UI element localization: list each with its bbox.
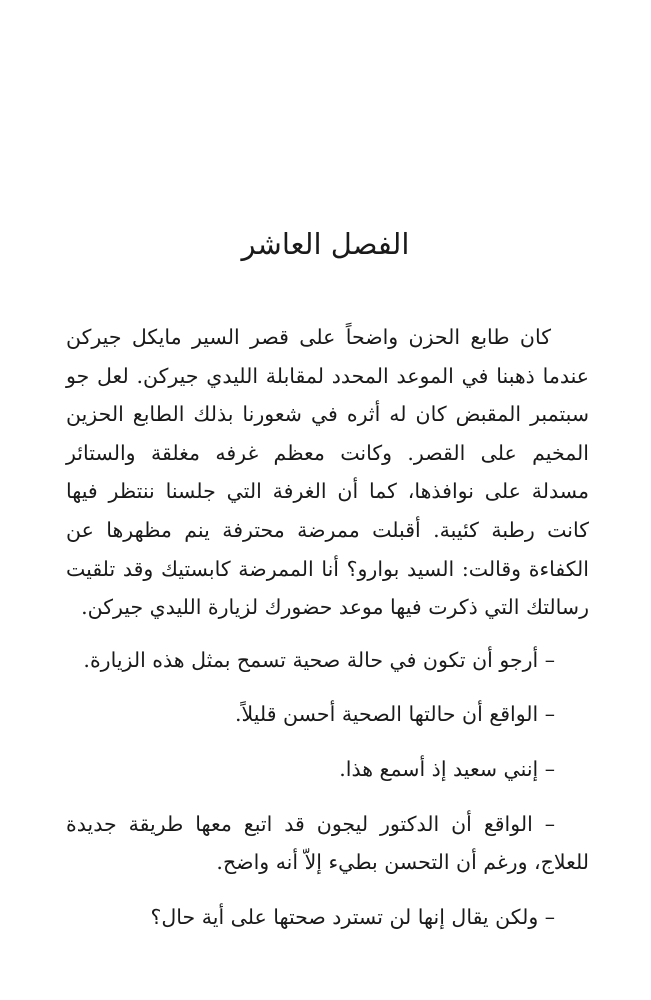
paragraph-dialogue: – الواقع أن الدكتور ليجون قد اتبع معها طريقة جديدة للعلاج، ورغم أن التحسن بطيء إلاّ أنه واضح.	[66, 811, 589, 875]
paragraph-dialogue: – إنني سعيد إذ أسمع هذا.	[339, 756, 555, 781]
paragraph-dialogue: – ولكن يقال إنها لن تسترد صحتها على أية حال؟	[150, 904, 555, 929]
chapter-title: الفصل العاشر	[241, 227, 410, 261]
paragraph-dialogue: – أرجو أن تكون في حالة صحية تسمح بمثل هذه الزيارة.	[83, 647, 555, 672]
paragraph-dialogue: – الواقع أن حالتها الصحية أحسن قليلاً.	[235, 702, 555, 727]
chapter-body	[66, 318, 589, 936]
paragraph-narrative: كان طابع الحزن واضحاً على قصر السير مايكل جيركن عندما ذهبنا في الموعد المحدد لمقابلة الليدي جيركن. لعل جو سبتمبر المقبض كان له أثره في شعورنا بذلك الطابع الحزين المخيم على القصر. وكانت معظم غرفه مغلقة والستائر مسدلة على نوافذها، كما أن الغرفة التي جلسنا ننتظر فيها كانت رطبة كئيبة. أقبلت ممرضة محترفة ينم مظهرها عن الكفاءة وقالت: السيد بوارو؟ أنا الممرضة كابستيك وقد تلقيت رسالتك التي ذكرت فيها موعد حضورك لزيارة الليدي جيركن.	[66, 325, 589, 620]
